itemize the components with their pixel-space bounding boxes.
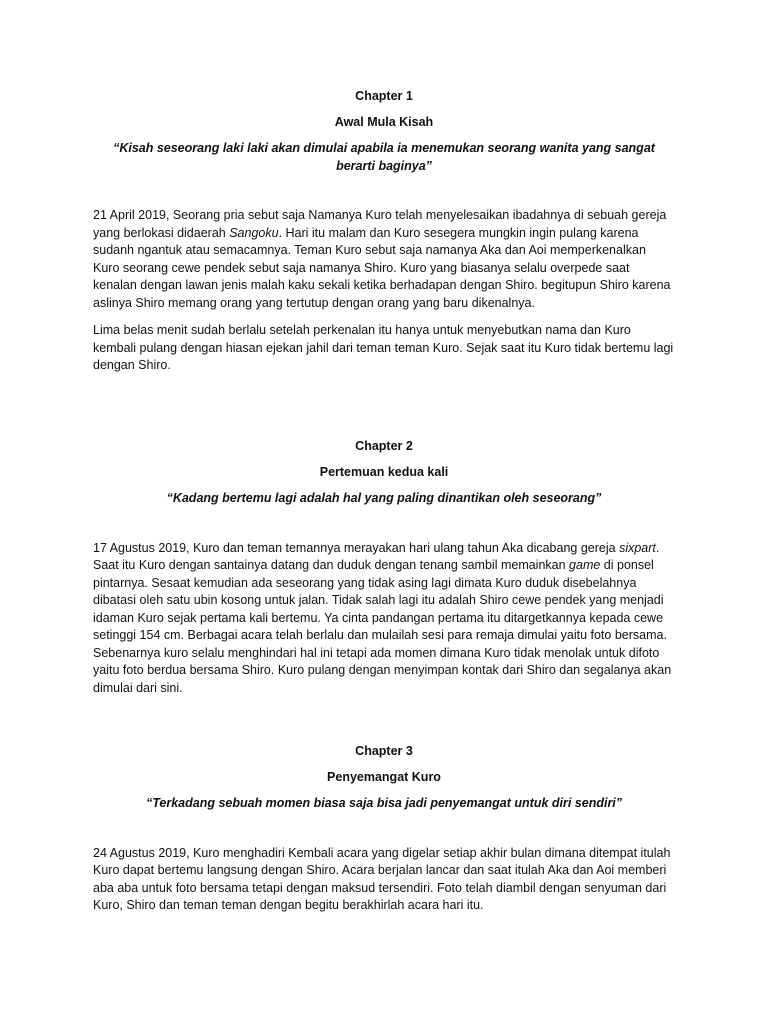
chapter-number: Chapter 3 [355, 744, 413, 758]
paragraph-text: Lima belas menit sudah berlalu setelah perkenalan itu hanya untuk menyebutkan nama dan Kuro kembali pulang dengan hiasan ejekan jahil dari teman teman Kuro. Sejak saat itu Kuro tidak bertemu lagi dengan Shiro. [93, 323, 674, 372]
paragraph-text: di ponsel pintarnya. Sesaat kemudian ada seseorang yang tidak asing lagi dimata Kuro duduk disebelahnya dibatasi oleh satu ubin kosong untuk jalan. Tidak salah lagi itu adalah Shiro cewe pendek yang menjadi idaman Kuro sejak pertama kali bertemu. Ya cinta pandangan pertama itu ditargetkannya kepada cewe setinggi 154 cm. Berbagai acara telah berlalu dan mulailah sesi para remaja dimulai yaitu foto bersama. Sebenarnya kuro selalu menghindari hal ini tetapi ada momen dimana Kuro tidak menolak untuk difoto yaitu foto berdua bersama Shiro. Kuro pulang dengan menyimpan kontak dari Shiro dan segalanya akan dimulai dari sini. [93, 558, 672, 695]
chapter-1 [93, 88, 675, 375]
chapter-quote: “Kisah seseorang laki laki akan dimulai apabila ia menemukan seorang wanita yang sangat berarti baginya” [113, 141, 655, 173]
chapter-title: Penyemangat Kuro [327, 770, 441, 784]
paragraph-italic-text: game [569, 558, 601, 572]
paragraph [93, 540, 675, 698]
paragraph [93, 845, 675, 915]
paragraph-italic-text: Sangoku [229, 225, 279, 240]
chapter-quote: “Terkadang sebuah momen biasa saja bisa jadi penyemangat untuk diri sendiri” [145, 796, 623, 810]
chapter-number: Chapter 1 [355, 89, 413, 103]
paragraph-text: 21 April 2019, Seorang pria sebut saja Namanya Kuro telah menyelesaikan ibadahnya di sebuah gereja yang berlokasi didaerah [93, 208, 667, 240]
paragraph [93, 207, 675, 312]
chapter-quote: “Kadang bertemu lagi adalah hal yang paling dinantikan oleh seseorang” [166, 491, 602, 505]
chapter-3 [93, 743, 675, 915]
document-page [93, 0, 675, 1024]
chapter-number: Chapter 2 [355, 439, 413, 453]
paragraph-text: 24 Agustus 2019, Kuro menghadiri Kembali acara yang digelar setiap akhir bulan dimana ditempat itulah Kuro dapat bertemu langsung dengan Shiro. Acara berjalan lancar dan saat itulah Aka dan Aoi memberi aba aba untuk foto bersama tetapi dengan maksud tersendiri. Foto telah diambil dengan senyuman dari Kuro, Shiro dan teman teman dengan begitu berakhirlah acara hari itu. [93, 845, 671, 912]
paragraph-text: . Saat itu Kuro dengan santainya datang dan duduk dengan tenang sambil memainkan [93, 540, 660, 572]
paragraph-text: 17 Agustus 2019, Kuro dan teman temannya merayakan hari ulang tahun Aka dicabang gereja [93, 540, 620, 555]
paragraph-text: . Hari itu malam dan Kuro sesegera mungkin ingin pulang karena sudanh ngantuk atau semacamnya. Teman Kuro sebut saja namanya Aka dan Aoi memperkenalkan Kuro seorang cewe pendek sebut saja namanya Shiro. Kuro yang biasanya selalu overpede saat kenalan dengan lawan jenis malah kaku sekali ketika berhadapan dengan Shiro. begitupun Shiro karena aslinya Shiro memang orang yang tertutup dengan orang yang baru dikenalnya. [93, 225, 671, 310]
chapter-title: Pertemuan kedua kali [319, 465, 449, 479]
paragraph-italic-text: sixpart [619, 540, 656, 555]
chapter-title: Awal Mula Kisah [334, 115, 434, 129]
paragraph [93, 322, 675, 375]
chapter-2 [93, 438, 675, 697]
